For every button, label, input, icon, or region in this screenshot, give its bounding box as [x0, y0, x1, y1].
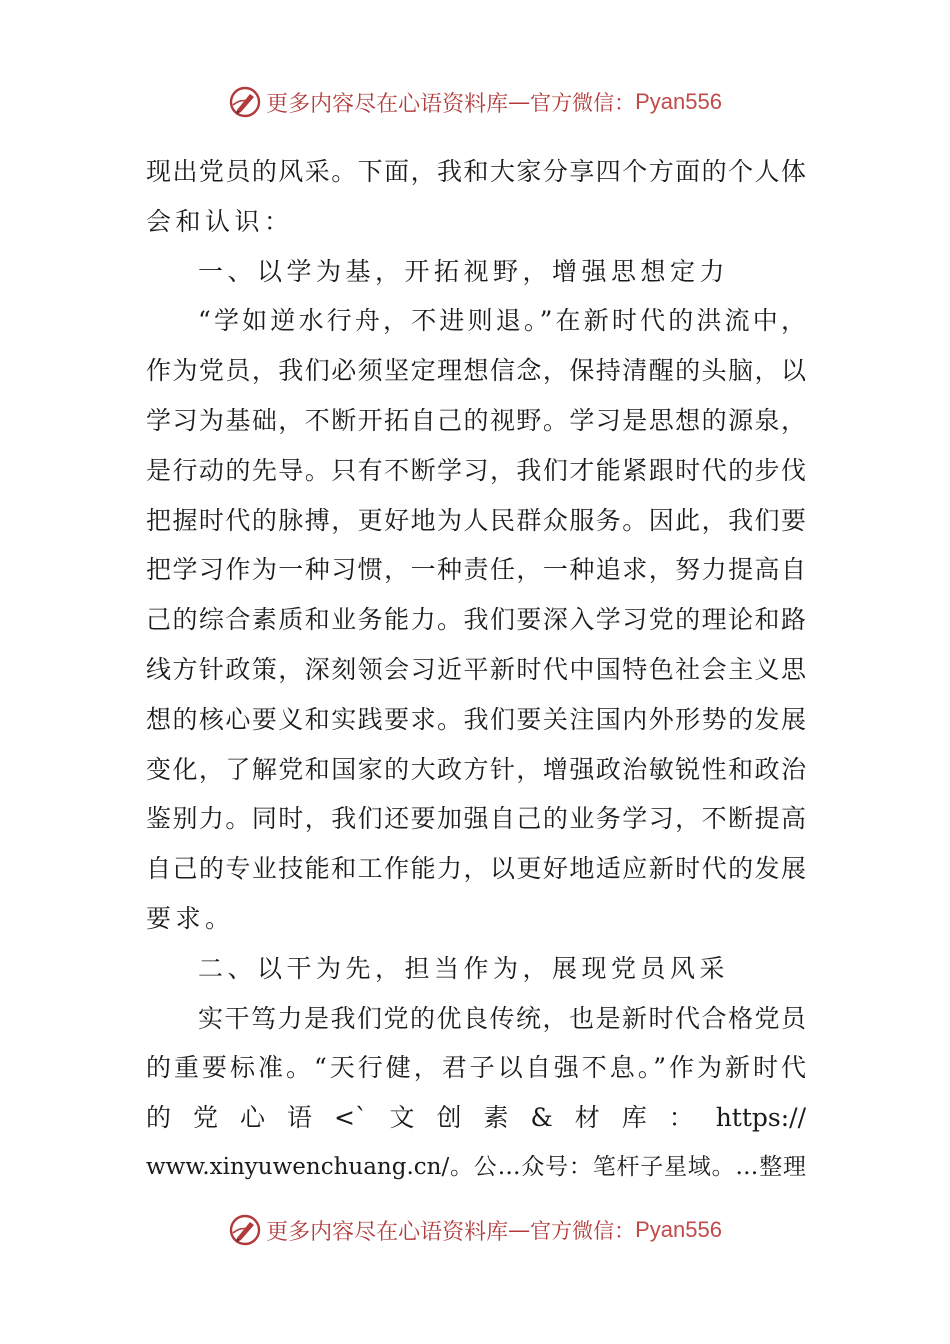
- header-banner-title: 更多内容尽在心语资料库: [266, 91, 509, 117]
- text-line: 实干笃力是我们党的优良传统，也是新时代合格党员: [198, 1003, 806, 1033]
- text-line: 鉴别力。同时，我们还要加强自己的业务学习，不断提高: [146, 804, 806, 834]
- text-line: 想的核心要义和实践要求。我们要关注国内外形势的发展: [146, 704, 806, 734]
- footer-banner: [0, 1208, 950, 1252]
- footer-banner-id: Pyan556: [635, 1217, 722, 1242]
- text-line: 把握时代的脉搏，更好地为人民群众服务。因此，我们要: [146, 505, 806, 535]
- footer-banner-title: 更多内容尽在心语资料库: [266, 1219, 509, 1245]
- footer-banner-label: 官方微信：: [530, 1219, 636, 1243]
- text-line: 现出党员的风采。下面，我和大家分享四个方面的个人体: [146, 157, 806, 186]
- document-body: [146, 147, 806, 1193]
- footer-banner-separator: —: [508, 1217, 531, 1243]
- section-heading-1: 一、以学为基，开拓视野，增强思想定力: [198, 256, 730, 286]
- text-line: 把学习作为一种习惯，一种责任，一种追求，努力提高自: [146, 555, 806, 585]
- text-line: 学习为基础，不断开拓自己的视野。学习是思想的源泉，: [146, 405, 806, 435]
- header-banner-label: 官方微信：: [530, 91, 636, 115]
- section-heading-2: 二、以干为先，担当作为，展现党员风采: [198, 953, 730, 983]
- text-line: 会和认识：: [146, 206, 294, 236]
- text-line: 要求。: [146, 903, 235, 933]
- text-line: “学如逆水行舟，不进则退。”在新时代的洪流中，: [198, 306, 806, 336]
- text-line: 自己的专业技能和工作能力，以更好地适应新时代的发展: [146, 854, 806, 884]
- text-line: 是行动的先导。只有不断学习，我们才能紧跟时代的步伐: [146, 455, 806, 485]
- header-banner-id: Pyan556: [635, 89, 722, 114]
- header-banner-separator: —: [508, 89, 531, 115]
- text-line: 变化，了解党和国家的大政方针，增强政治敏锐性和政治: [146, 754, 806, 784]
- text-line: 作为党员，我们必须坚定理想信念，保持清醒的头脑，以: [146, 356, 806, 386]
- pen-logo-icon: [228, 85, 262, 119]
- text-line: 己的综合素质和业务能力。我们要深入学习党的理论和路: [146, 605, 806, 635]
- text-line: 线方针政策，深刻领会习近平新时代中国特色社会主义思: [146, 654, 806, 684]
- text-line-with-url: www.xinyuwenchuang.cn/。公…众号：笔杆子星域。…整理: [146, 1153, 806, 1180]
- pen-logo-icon: [228, 1213, 262, 1247]
- header-banner: [0, 80, 950, 124]
- text-line-with-url: 的党心语<`文创素&材库：https://: [146, 1103, 806, 1133]
- text-line: 的重要标准。“天行健，君子以自强不息。”作为新时代: [146, 1053, 806, 1083]
